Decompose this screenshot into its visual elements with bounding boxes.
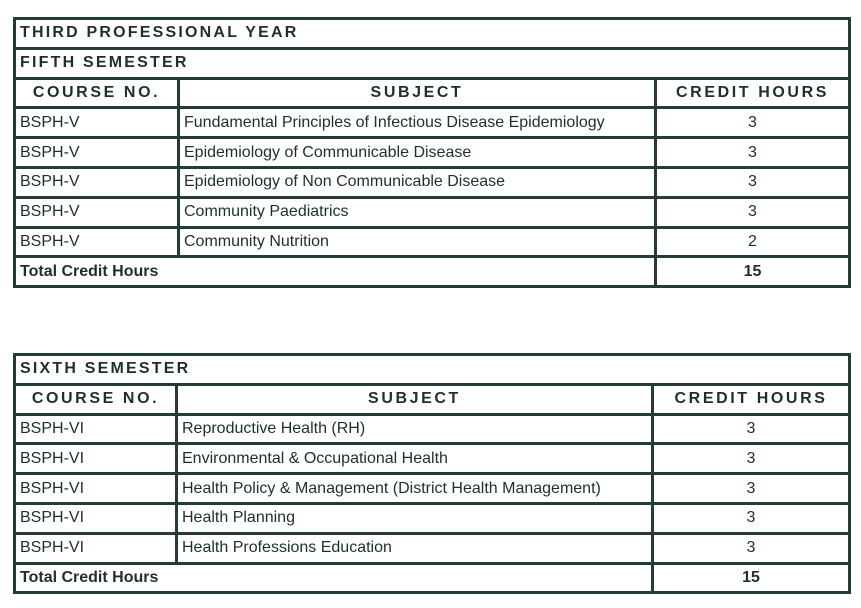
total-row (15, 563, 850, 593)
column-header-row (15, 384, 850, 414)
credit-value: 3 (653, 533, 850, 563)
subject-name: Community Paediatrics (179, 197, 656, 227)
table-row (15, 167, 850, 197)
table-row (15, 444, 850, 474)
table-row (15, 138, 850, 168)
course-code: BSPH-V (15, 138, 179, 168)
table-row (15, 474, 850, 504)
course-code: BSPH-VI (15, 533, 177, 563)
subject-name: Epidemiology of Communicable Disease (179, 138, 656, 168)
subject-name: Epidemiology of Non Communicable Disease (179, 167, 656, 197)
table-row (15, 414, 850, 444)
column-header-row (15, 78, 850, 108)
subject-name: Health Planning (177, 503, 653, 533)
course-no-header: COURSE NO. (15, 384, 177, 414)
semester-title: FIFTH SEMESTER (15, 48, 850, 78)
credit-hours-header: CREDIT HOURS (653, 384, 850, 414)
course-code: BSPH-VI (15, 414, 177, 444)
subject-header: SUBJECT (177, 384, 653, 414)
total-value: 15 (653, 563, 850, 593)
credit-value: 3 (653, 414, 850, 444)
table-row (15, 227, 850, 257)
course-code: BSPH-VI (15, 444, 177, 474)
credit-value: 2 (656, 227, 850, 257)
subject-name: Community Nutrition (179, 227, 656, 257)
course-code: BSPH-VI (15, 474, 177, 504)
subject-name: Health Policy & Management (District Health Management) (177, 474, 653, 504)
subject-name: Reproductive Health (RH) (177, 414, 653, 444)
table-row (15, 108, 850, 138)
total-label: Total Credit Hours (15, 563, 653, 593)
credit-value: 3 (656, 167, 850, 197)
sixth-semester-table (13, 353, 851, 594)
subject-name: Fundamental Principles of Infectious Disease Epidemiology (179, 108, 656, 138)
total-label: Total Credit Hours (15, 257, 656, 287)
table-row (15, 533, 850, 563)
table-row (15, 197, 850, 227)
subject-header: SUBJECT (179, 78, 656, 108)
course-code: BSPH-VI (15, 503, 177, 533)
year-title: THIRD PROFESSIONAL YEAR (15, 19, 850, 49)
subject-name: Environmental & Occupational Health (177, 444, 653, 474)
credit-value: 3 (656, 138, 850, 168)
subject-name: Health Professions Education (177, 533, 653, 563)
credit-hours-header: CREDIT HOURS (656, 78, 850, 108)
course-no-header: COURSE NO. (15, 78, 179, 108)
total-row (15, 257, 850, 287)
credit-value: 3 (653, 503, 850, 533)
credit-value: 3 (656, 197, 850, 227)
credit-value: 3 (656, 108, 850, 138)
semester-title: SIXTH SEMESTER (15, 355, 850, 385)
credit-value: 3 (653, 444, 850, 474)
course-code: BSPH-V (15, 167, 179, 197)
fifth-semester-table (13, 17, 851, 288)
total-value: 15 (656, 257, 850, 287)
credit-value: 3 (653, 474, 850, 504)
course-code: BSPH-V (15, 108, 179, 138)
course-code: BSPH-V (15, 197, 179, 227)
year-title-row (15, 19, 850, 49)
semester-title-row (15, 355, 850, 385)
course-code: BSPH-V (15, 227, 179, 257)
table-row (15, 503, 850, 533)
semester-title-row (15, 48, 850, 78)
